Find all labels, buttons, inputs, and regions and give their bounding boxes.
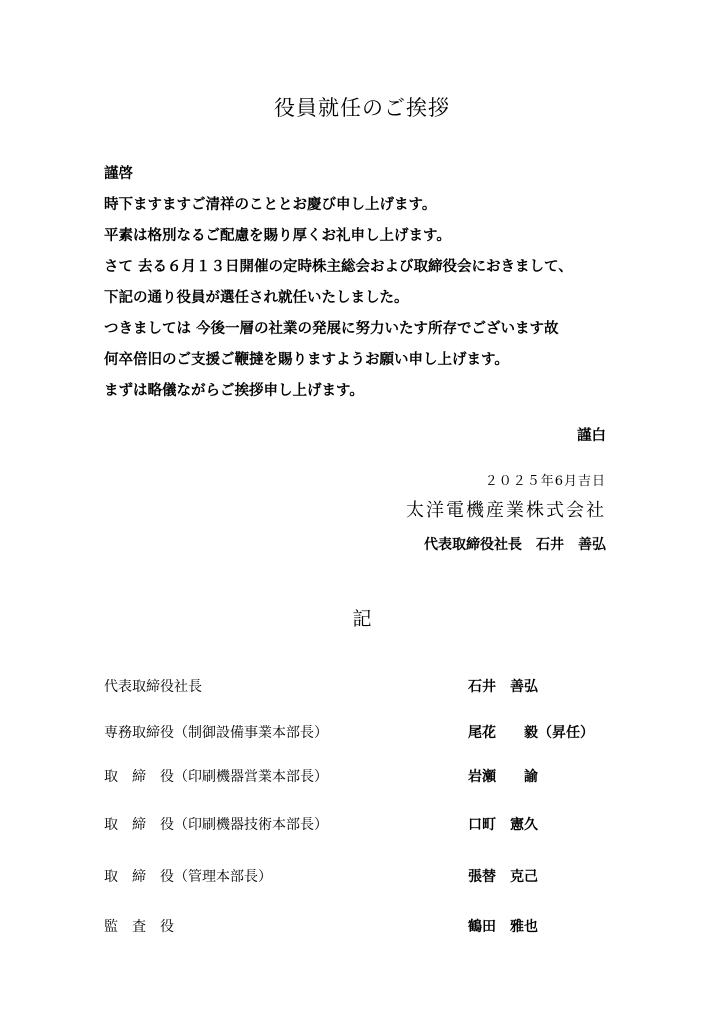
issue-date: ２０２５年6月吉日 <box>484 474 606 489</box>
officer-role: 代表取締役社長 <box>104 679 202 695</box>
officer-name: 尾花 毅（昇任） <box>468 725 594 741</box>
officer-name: 石井 善弘 <box>468 679 538 695</box>
body-line: 謹啓 <box>104 165 133 182</box>
officer-name: 鶴田 雅也 <box>468 919 538 935</box>
officer-role: 監 査 役 <box>104 919 174 935</box>
company-name: 太洋電機産業株式会社 <box>406 500 606 521</box>
page-title: 役員就任のご挨拶 <box>274 96 450 120</box>
body-line: 平素は格別なるご配慮を賜り厚くお礼申し上げます。 <box>104 227 451 244</box>
body-line: さて 去る６月１３日開催の定時株主総会および取締役会におきまして、 <box>104 258 573 275</box>
officer-name: 張替 克己 <box>468 869 538 885</box>
closing-word: 謹白 <box>577 427 606 444</box>
representative-signature: 代表取締役社長 石井 善弘 <box>424 537 606 553</box>
body-line: 下記の通り役員が選任され就任いたしました。 <box>104 289 409 306</box>
ki-heading: 記 <box>352 608 372 630</box>
officer-name: 岩瀬 諭 <box>468 769 538 785</box>
officer-role: 取 締 役（印刷機器技術本部長） <box>104 817 328 833</box>
body-line: まずは略儀ながらご挨拶申し上げます。 <box>104 382 364 399</box>
officer-role: 取 締 役（印刷機器営業本部長） <box>104 769 328 785</box>
body-line: つきましては 今後一層の社業の発展に努力いたす所存でございます故 <box>104 320 559 337</box>
body-line: 何卒倍旧のご支援ご鞭撻を賜りますようお願い申し上げます。 <box>104 351 509 368</box>
officer-role: 取 締 役（管理本部長） <box>104 869 272 885</box>
officer-name: 口町 憲久 <box>468 817 538 833</box>
body-line: 時下ますますご清祥のこととお慶び申し上げます。 <box>104 196 437 213</box>
greeting-body <box>104 158 624 406</box>
officer-role: 専務取締役（制御設備事業本部長） <box>104 725 328 741</box>
